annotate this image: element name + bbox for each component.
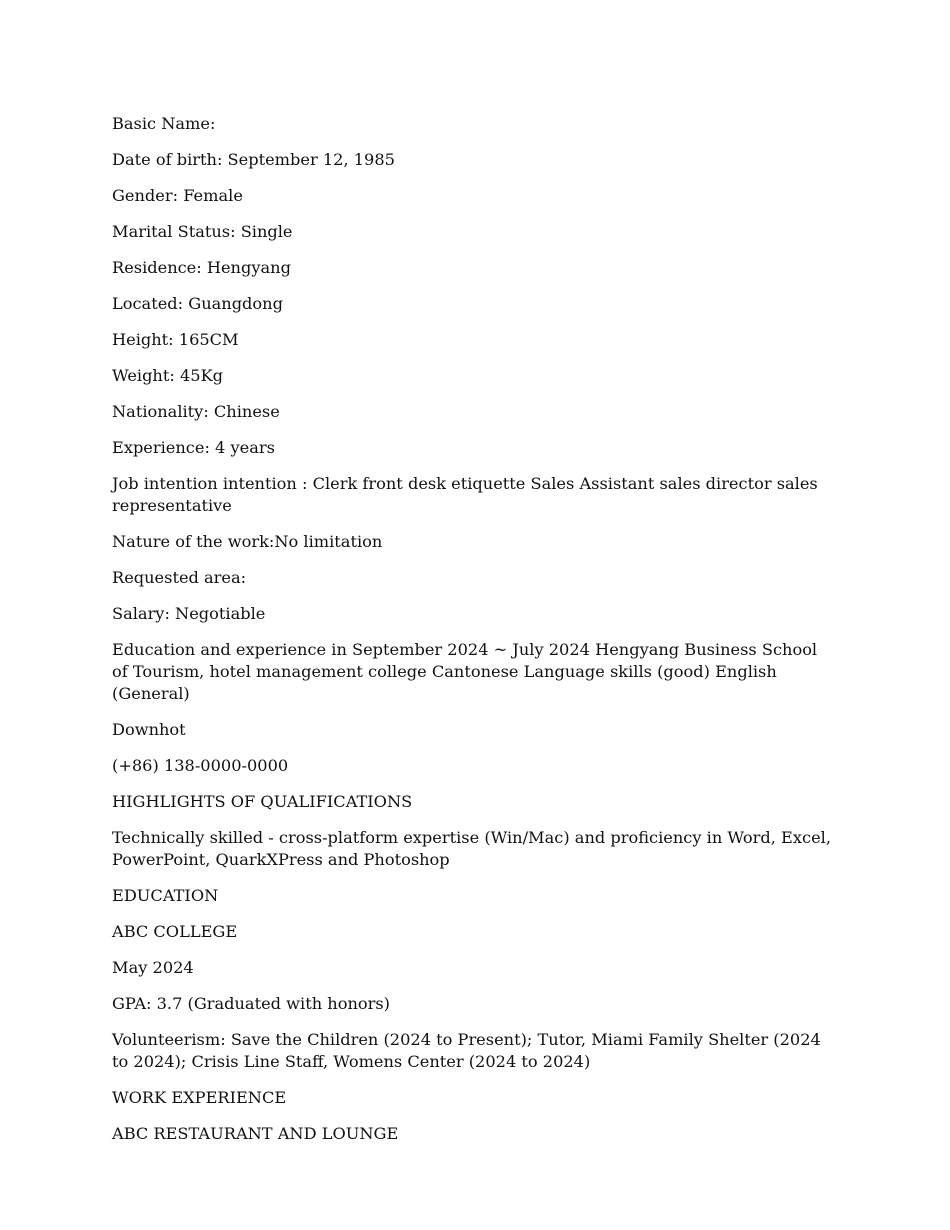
text-graduation-date: May 2024 xyxy=(112,958,194,977)
text-volunteerism: Volunteerism: Save the Children (2024 to Present); Tutor, Miami Family Shelter (2024 to 2024); Crisis Line Staff, Womens Center (2024 to 2024) xyxy=(112,1030,821,1071)
field-date-of-birth: Date of birth: September 12, 1985 xyxy=(112,150,395,169)
field-marital-status: Marital Status: Single xyxy=(112,222,293,241)
field-job-intention: Job intention intention : Clerk front desk etiquette Sales Assistant sales director sales representative xyxy=(112,474,818,515)
text-employer-name: ABC RESTAURANT AND LOUNGE xyxy=(112,1124,399,1143)
field-located: Located: Guangdong xyxy=(112,294,283,313)
text-gpa: GPA: 3.7 (Graduated with honors) xyxy=(112,994,390,1013)
field-basic-name: Basic Name: xyxy=(112,114,216,133)
field-weight: Weight: 45Kg xyxy=(112,366,224,385)
field-education-experience: Education and experience in September 2024 ~ July 2024 Hengyang Business School of Tourism, hotel management college Cantonese Language skills (good) English (General) xyxy=(112,640,818,703)
field-residence: Residence: Hengyang xyxy=(112,258,291,277)
field-height: Height: 165CM xyxy=(112,330,239,349)
field-nature-of-work: Nature of the work:No limitation xyxy=(112,532,383,551)
field-salary: Salary: Negotiable xyxy=(112,604,266,623)
field-downhot: Downhot xyxy=(112,720,186,739)
field-gender: Gender: Female xyxy=(112,186,243,205)
field-phone: (+86) 138-0000-0000 xyxy=(112,756,289,775)
heading-work-experience: WORK EXPERIENCE xyxy=(112,1088,287,1107)
field-nationality: Nationality: Chinese xyxy=(112,402,280,421)
text-technical-skills: Technically skilled - cross-platform expertise (Win/Mac) and proficiency in Word, Excel, PowerPoint, QuarkXPress and Photoshop xyxy=(112,828,831,869)
heading-education: EDUCATION xyxy=(112,886,219,905)
field-requested-area: Requested area: xyxy=(112,568,247,587)
text-college-name: ABC COLLEGE xyxy=(112,922,238,941)
heading-highlights: HIGHLIGHTS OF QUALIFICATIONS xyxy=(112,792,413,811)
document-body xyxy=(112,113,832,1159)
field-experience: Experience: 4 years xyxy=(112,438,275,457)
